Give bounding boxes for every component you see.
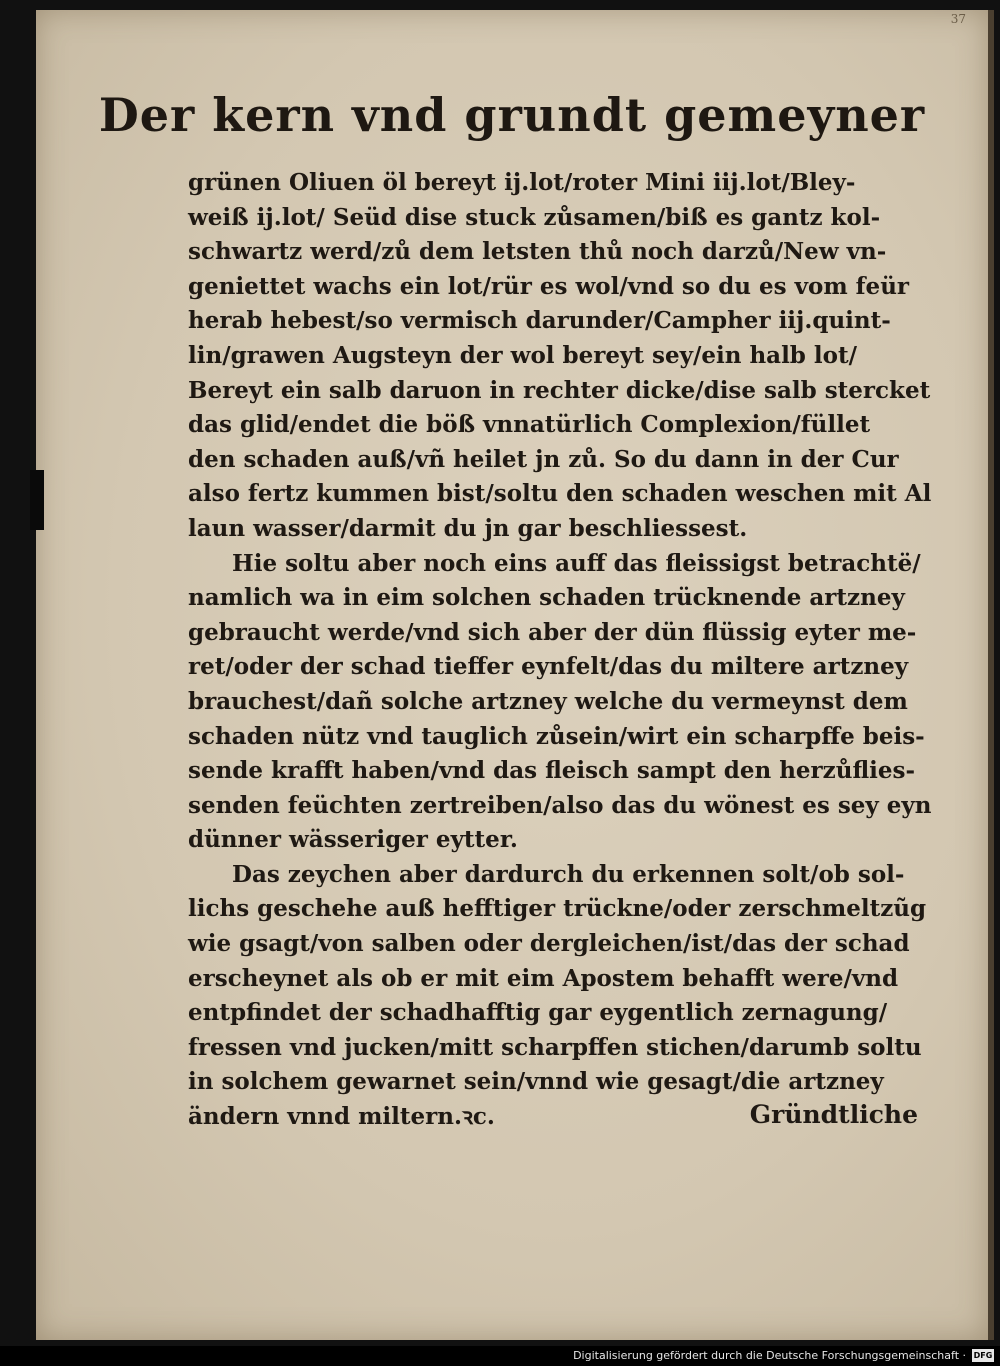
text-line: brauchest/dañ solche artzney welche du vermeynst dem xyxy=(188,687,908,715)
dfg-logo-icon: DFG xyxy=(973,1351,993,1360)
text-line: senden feüchten zertreiben/also das du wönest es sey eyn xyxy=(188,791,932,819)
text-line: den schaden auß/vñ heilet jn zů. So du dann in der Cur xyxy=(188,445,899,473)
text-line: entpfindet der schadhafftig gar eygentlich zernagung/ xyxy=(188,999,888,1027)
text-line: lin/grawen Augsteyn der wol bereyt sey/ein halb lot/ xyxy=(188,341,857,369)
paragraph-start-line: Das zeychen aber dardurch du erkennen solt/ob sol- xyxy=(232,860,905,888)
text-line: wie gsagt/von salben oder dergleichen/ist/das der schad xyxy=(188,930,910,958)
text-line: Bereyt ein salb daruon in rechter dicke/dise salb stercket xyxy=(188,376,931,404)
text-line: fressen vnd jucken/mitt scharpffen stichen/darumb soltu xyxy=(188,1033,922,1061)
text-line: grünen Oliuen öl bereyt ij.lot/roter Mini iij.lot/Bley- xyxy=(188,169,856,196)
text-line: sende krafft haben/vnd das fleisch sampt den herzůflies- xyxy=(188,757,916,785)
footer-credit: Digitalisierung gefördert durch die Deutsche Forschungsgemeinschaft · xyxy=(573,1349,966,1362)
text-line: lichs geschehe auß hefftiger trückne/oder zerschmeltzũg xyxy=(188,895,927,923)
text-line: laun wasser/darmit du jn gar beschliessest. xyxy=(188,514,748,542)
text-line: ret/oder der schad tieffer eynfelt/das du miltere artzney xyxy=(188,653,909,681)
running-head: Der kern vnd grundt gemeyner xyxy=(98,88,926,142)
text-line: schwartz werd/zů dem letsten thů noch darzů/New vn- xyxy=(188,238,887,266)
text-line: dünner wässeriger eytter. xyxy=(188,826,518,854)
text-line: ändern vnnd miltern.ꝛc. xyxy=(188,1103,495,1131)
text-line: gebraucht werde/vnd sich aber der dün flüssig eyter me- xyxy=(188,618,917,646)
text-line: herab hebest/so vermisch darunder/Campher iij.quint- xyxy=(188,307,891,335)
book-page xyxy=(36,10,994,1340)
paragraph-start-line: Hie soltu aber noch eins auff das fleissigst betrachtë/ xyxy=(232,549,921,577)
text-line: in solchem gewarnet sein/vnnd wie gesagt/die artzney xyxy=(188,1068,884,1096)
text-line: erscheynet als ob er mit eim Apostem behafft were/vnd xyxy=(188,964,899,992)
page-number: 37 xyxy=(950,12,966,26)
text-line: weiß ij.lot/ Seüd dise stuck zůsamen/biß es gantz kol- xyxy=(188,203,881,231)
page-edge-shadow xyxy=(30,470,44,530)
text-line: also fertz kummen bist/soltu den schaden weschen mit Al xyxy=(188,480,932,508)
text-line: geniettet wachs ein lot/rür es wol/vnd so du es vom feür xyxy=(188,272,910,300)
text-line: namlich wa in eim solchen schaden trücknende artzney xyxy=(188,584,905,612)
text-line: das glid/endet die böß vnnatürlich Complexion/füllet xyxy=(188,411,871,439)
catchword: Gründtliche xyxy=(749,1100,918,1129)
digitization-footer xyxy=(0,1346,1000,1366)
body-text xyxy=(188,166,932,1135)
text-line: schaden nütz vnd tauglich zůsein/wirt ein scharpffe beis- xyxy=(188,722,925,750)
